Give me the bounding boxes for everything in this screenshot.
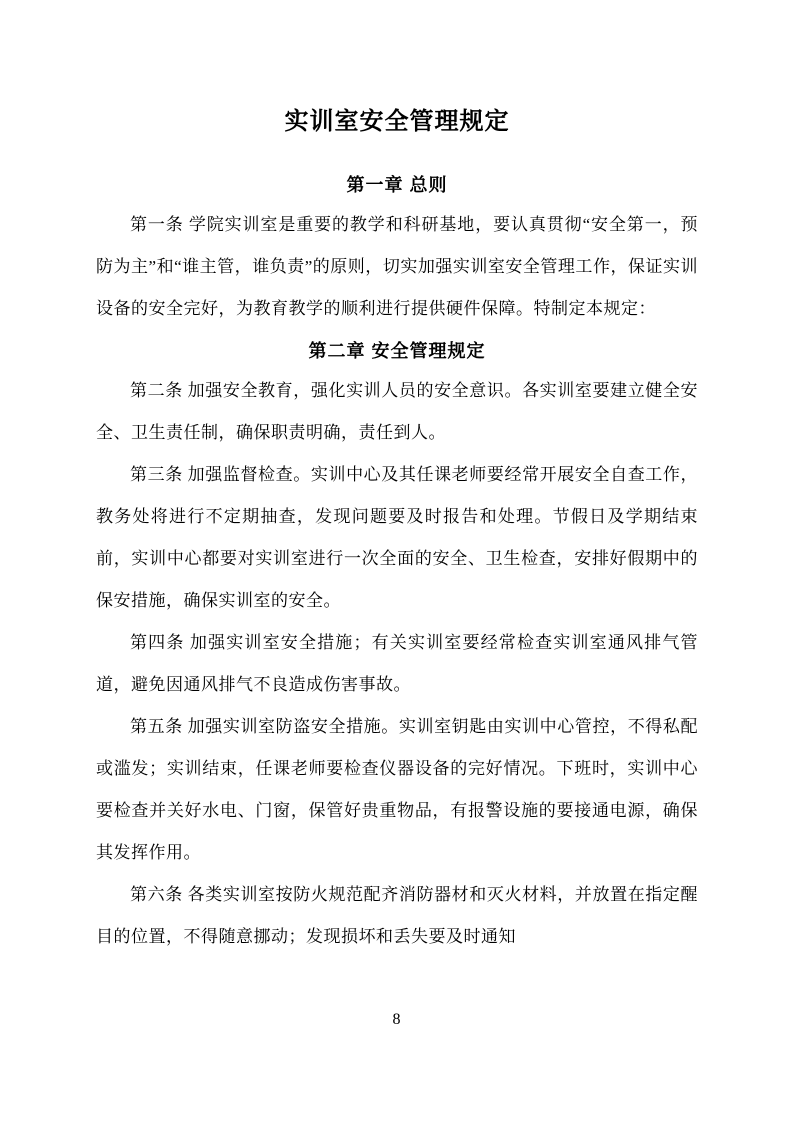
- article-6-paragraph: 第六条 各类实训室按防火规范配齐消防器材和灭火材料，并放置在指定醒目的位置，不得随意挪动；发现损坏和丢失要及时通知: [96, 885, 698, 946]
- chapter-1-heading: 第一章 总则: [346, 175, 448, 195]
- article-1-paragraph: 第一条 学院实训室是重要的教学和科研基地，要认真贯彻“安全第一，预防为主”和“谁主管，谁负责”的原则，切实加强实训室安全管理工作，保证实训设备的安全完好，为教育教学的顺利进行提供硬件保障。特制定本规定：: [96, 215, 698, 318]
- article-2-paragraph: 第二条 加强安全教育，强化实训人员的安全意识。各实训室要建立健全安全、卫生责任制，确保职责明确，责任到人。: [96, 381, 698, 442]
- document-title: 实训室安全管理规定: [284, 108, 510, 135]
- article-4-paragraph: 第四条 加强实训室安全措施；有关实训室要经常检查实训室通风排气管道，避免因通风排气不良造成伤害事故。: [96, 633, 698, 694]
- article-3-paragraph: 第三条 加强监督检查。实训中心及其任课老师要经常开展安全自查工作，教务处将进行不定期抽查，发现问题要及时报告和处理。节假日及学期结束前，实训中心都要对实训室进行一次全面的安全、卫生检查，安排好假期中的保安措施，确保实训室的安全。: [96, 465, 698, 610]
- article-5-paragraph: 第五条 加强实训室防盗安全措施。实训室钥匙由实训中心管控，不得私配或滥发；实训结束，任课老师要检查仪器设备的完好情况。下班时，实训中心要检查并关好水电、门窗，保管好贵重物品，有报警设施的要接通电源，确保其发挥作用。: [96, 717, 698, 862]
- chapter-2-heading: 第二章 安全管理规定: [308, 341, 486, 361]
- page-number: 8: [392, 1011, 401, 1028]
